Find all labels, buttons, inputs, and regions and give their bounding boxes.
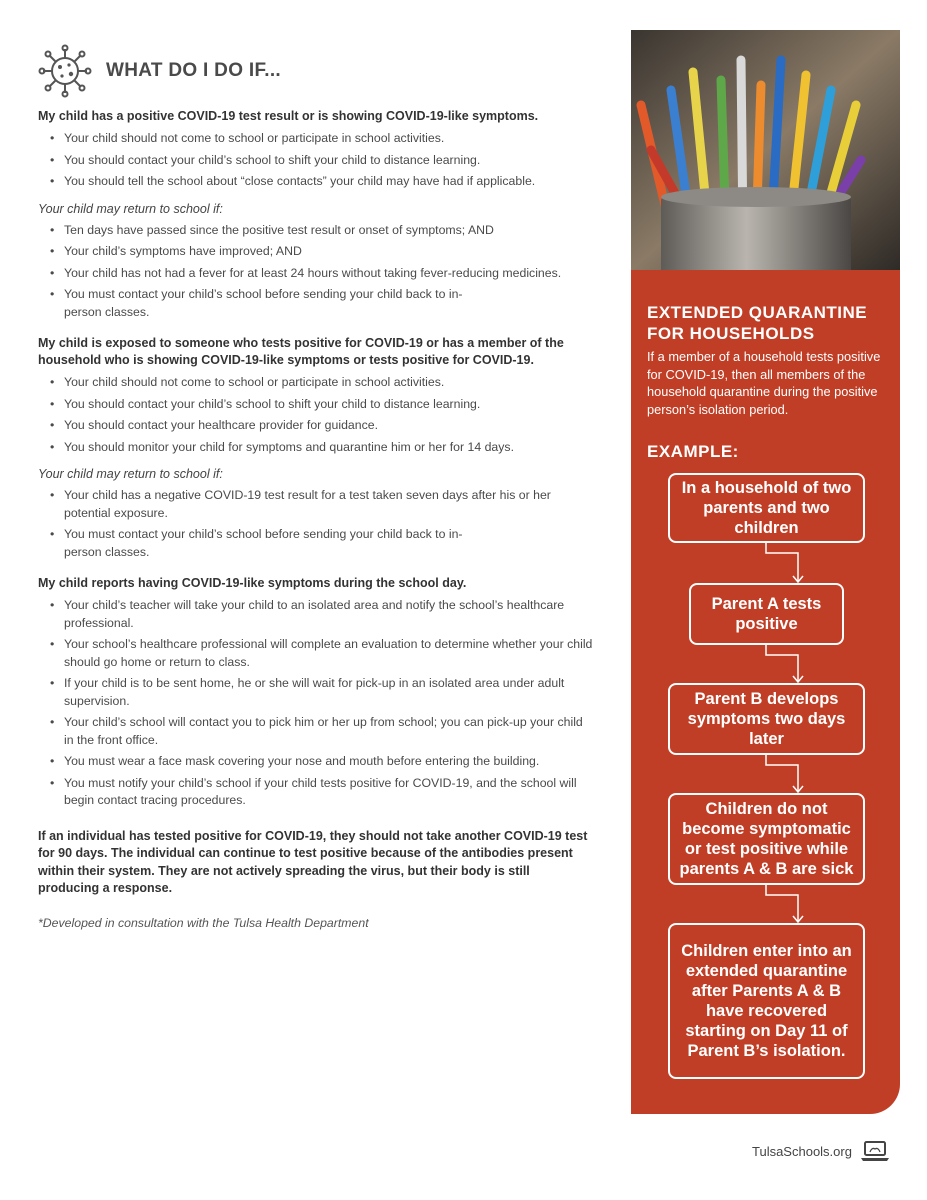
question-exposed: My child is exposed to someone who tests positive for COVID-19 or has a member of the household who is showing COVID-19-like symptoms or tests positive for COVID-19.: [38, 336, 564, 367]
positive-test-return-list: [38, 222, 594, 322]
exposed-return-list: [38, 487, 594, 561]
virus-icon: [38, 44, 92, 98]
list-item: • Your child’s symptoms have improved; AND: [64, 243, 594, 261]
sidebar-title: EXTENDED QUARANTINE FOR HOUSEHOLDS: [647, 303, 868, 343]
sidebar-description: If a member of a household tests positive for COVID-19, then all members of the household quarantine during the positive person’s isolation period.: [647, 349, 881, 417]
footer: [752, 1140, 890, 1162]
list-item: • You must wear a face mask covering your nose and mouth before entering the building.: [64, 753, 594, 771]
list-item: • If your child is to be sent home, he or she will wait for pick-up in an isolated area under adult supervision.: [64, 675, 594, 710]
flow-connector: [668, 543, 865, 583]
website-link[interactable]: TulsaSchools.org: [752, 1143, 852, 1159]
faq-column: [38, 44, 594, 942]
page-heading: WHAT DO I DO IF...: [106, 60, 281, 81]
list-item: • Ten days have passed since the positive test result or onset of symptoms; AND: [64, 222, 594, 240]
flow-step-text: Children do not become symptomatic or test positive while parents A & B are sick: [679, 800, 854, 878]
list-item: • You must contact your child’s school before sending your child back to in-person classes.: [64, 526, 464, 561]
list-item: • You should contact your healthcare provider for guidance.: [64, 417, 594, 435]
symptoms-at-school-list: [38, 597, 594, 810]
list-item: • Your child has not had a fever for at least 24 hours without taking fever-reducing medicines.: [64, 265, 594, 283]
list-item: • You should tell the school about “close contacts” your child may have had if applicable.: [64, 173, 594, 191]
flow-connector: [668, 645, 865, 683]
list-item: • You should contact your child’s school to shift your child to distance learning.: [64, 396, 594, 414]
return-label: Your child may return to school if:: [38, 467, 223, 481]
flow-step: [668, 923, 865, 1079]
header-row: [38, 44, 594, 98]
credit-line: *Developed in consultation with the Tulsa Health Department: [38, 915, 369, 930]
list-item: • Your child’s teacher will take your child to an isolated area and notify the school’s healthcare professional.: [64, 597, 594, 632]
list-item: • Your child should not come to school or participate in school activities.: [64, 130, 594, 148]
exposed-actions-list: [38, 374, 594, 456]
retest-note: If an individual has tested positive for COVID-19, they should not take another COVID-19 test for 90 days. The individual can continue to test positive because of the antibodies present within their system. They are not actively spreading the virus, but their body is still producing a response.: [38, 828, 588, 895]
quarantine-flowchart: [668, 473, 865, 1079]
flow-step: [668, 473, 865, 543]
flow-step-text: Children enter into an extended quarantine after Parents A & B have recovered starting on Day 11 of Parent B’s isolation.: [681, 942, 852, 1060]
question-symptoms-at-school: My child reports having COVID-19-like symptoms during the school day.: [38, 576, 467, 590]
list-item: • You should contact your child’s school to shift your child to distance learning.: [64, 152, 594, 170]
flow-step: [668, 793, 865, 885]
flow-step: [668, 683, 865, 755]
list-item: • Your school’s healthcare professional will complete an evaluation to determine whether your child should go home or return to class.: [64, 636, 594, 671]
return-label: Your child may return to school if:: [38, 201, 223, 216]
example-label: EXAMPLE:: [647, 442, 739, 461]
positive-test-actions-list: [38, 130, 594, 191]
list-item: • Your child’s school will contact you to pick him or her up from school; you can pick-up your child in the front office.: [64, 714, 594, 749]
flow-connector: [668, 885, 865, 923]
laptop-icon: [860, 1140, 890, 1162]
list-item: • You must notify your child’s school if your child tests positive for COVID-19, and the school will begin contact tracing procedures.: [64, 775, 594, 810]
question-positive-test: My child has a positive COVID-19 test result or is showing COVID-19-like symptoms.: [38, 109, 539, 123]
list-item: • Your child has a negative COVID-19 test result for a test taken seven days after his or her potential exposure.: [64, 487, 594, 522]
quarantine-sidebar: [631, 30, 900, 1114]
list-item: • You should monitor your child for symptoms and quarantine him or her for 14 days.: [64, 439, 594, 457]
flow-step-text: Parent A tests positive: [711, 595, 822, 633]
colored-pencils-photo: [631, 30, 900, 270]
flow-step-text: In a household of two parents and two children: [681, 479, 852, 537]
flow-connector: [668, 755, 865, 793]
flow-step: [689, 583, 844, 645]
flow-step-text: Parent B develops symptoms two days later: [687, 690, 846, 748]
list-item: • You must contact your child’s school before sending your child back to in-person classes.: [64, 286, 464, 321]
list-item: • Your child should not come to school or participate in school activities.: [64, 374, 594, 392]
